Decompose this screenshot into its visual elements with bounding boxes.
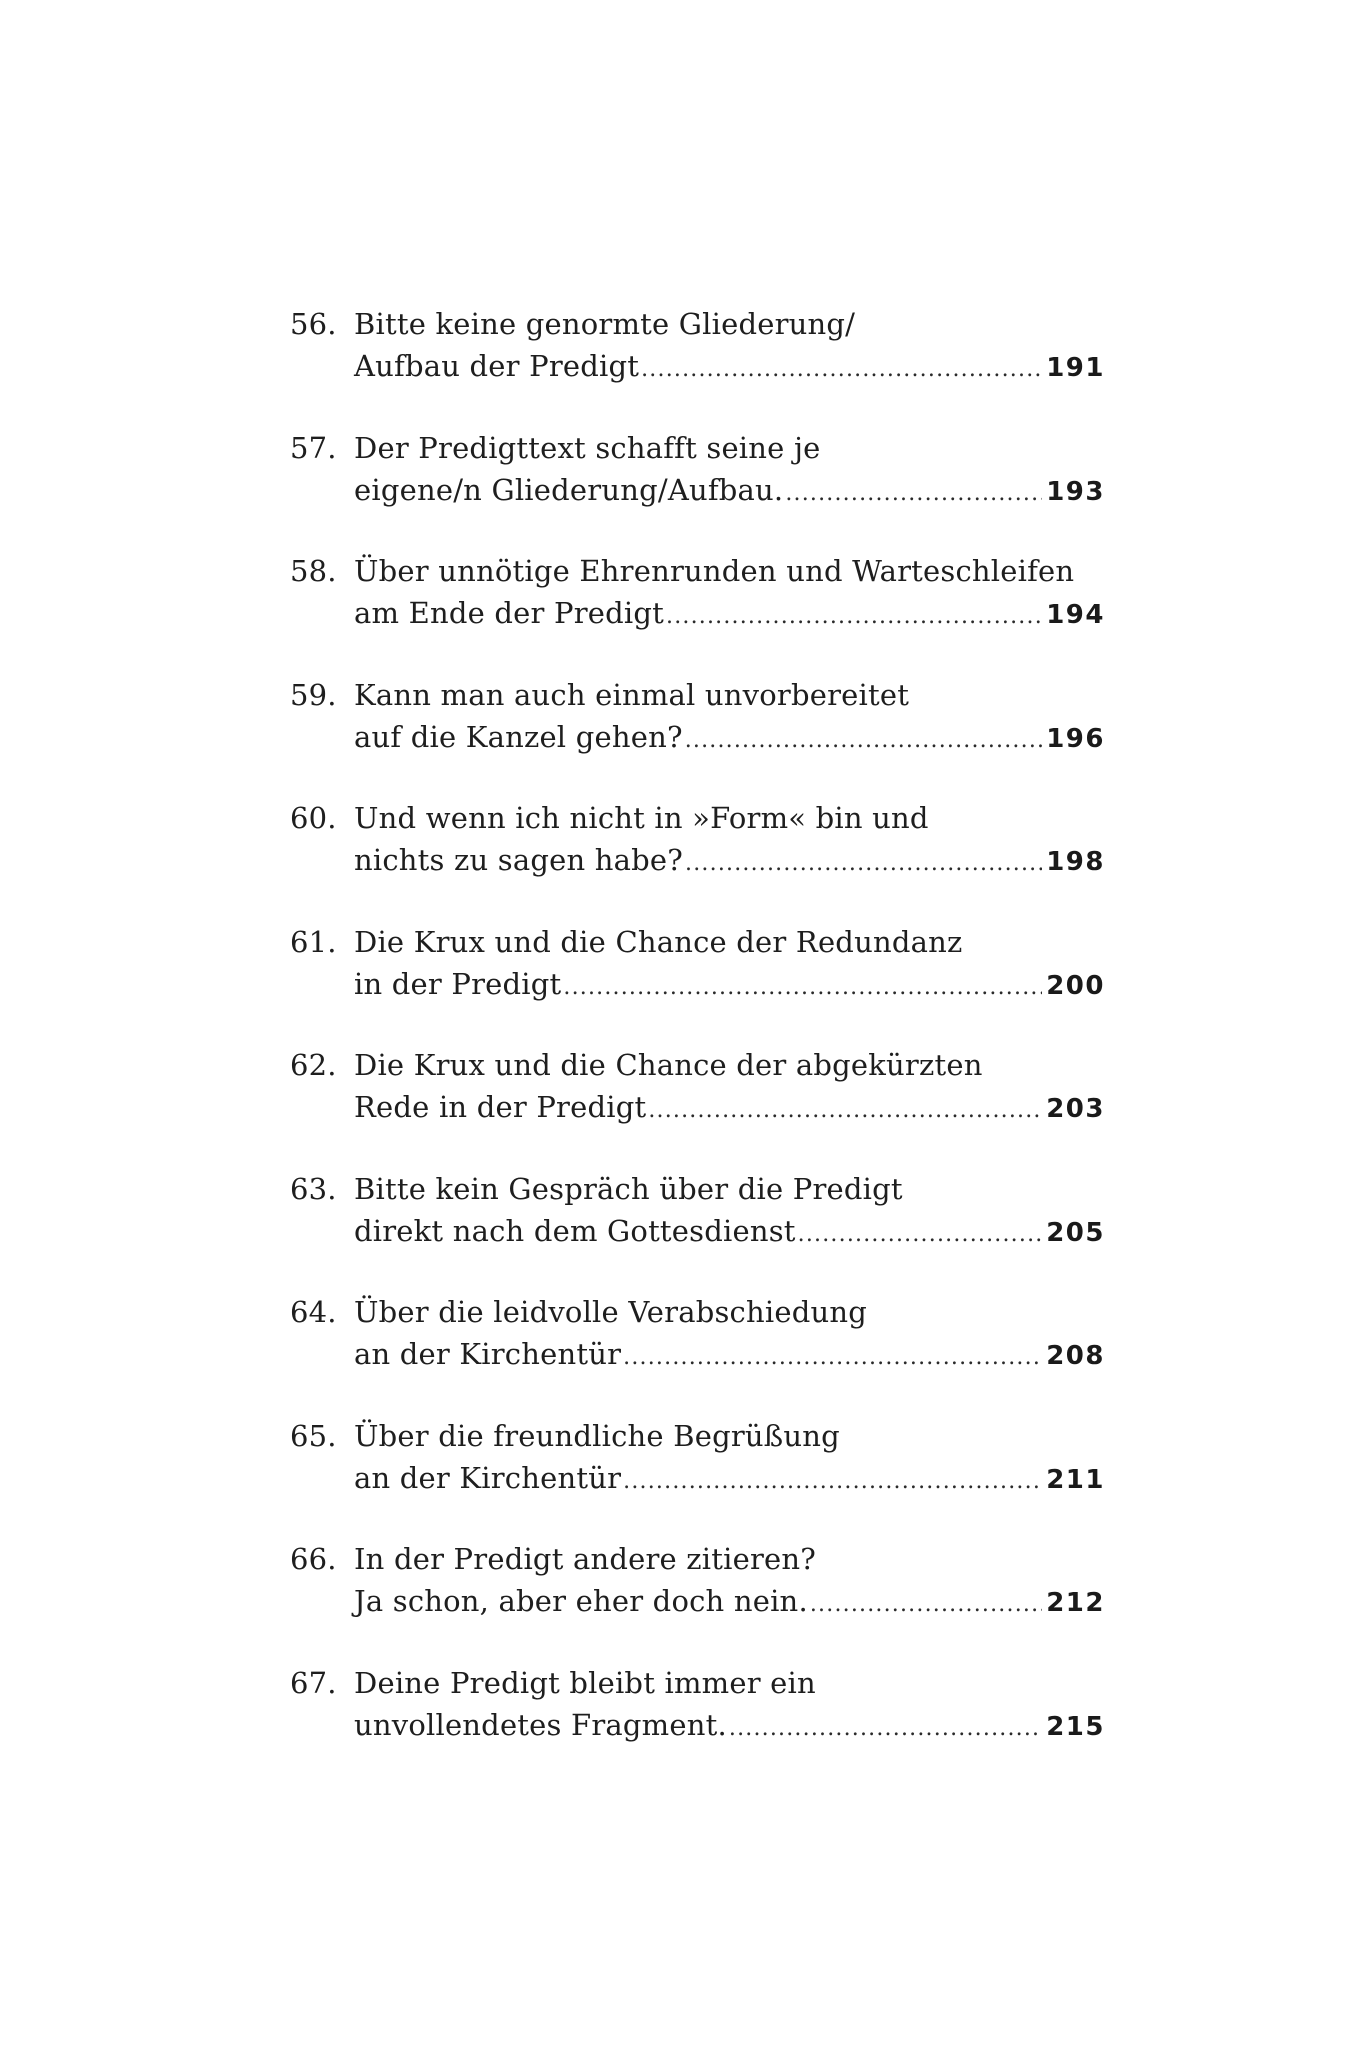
entry-title-line2: Rede in der Predigt <box>354 1090 647 1124</box>
entry-title-line2: Aufbau der Predigt <box>354 349 640 383</box>
dot-leader <box>798 1214 1043 1256</box>
entry-number: 62. <box>290 1048 337 1082</box>
toc-entry[interactable] <box>290 1291 1105 1415</box>
toc-entry[interactable] <box>290 1662 1105 1786</box>
toc-entry[interactable] <box>290 921 1105 1045</box>
entry-page-number: 203 <box>1046 1094 1105 1124</box>
entry-number: 58. <box>290 554 337 588</box>
toc-entry[interactable] <box>290 1168 1105 1292</box>
entry-title-line2-row <box>354 716 1105 762</box>
entry-title-line1: Die Krux und die Chance der abgekürzten <box>354 1048 983 1082</box>
dot-leader <box>623 1461 1042 1503</box>
dot-leader <box>648 1090 1042 1132</box>
entry-title-line1: Der Predigttext schafft seine je <box>354 430 821 465</box>
dot-leader <box>685 843 1042 885</box>
toc-entry[interactable] <box>290 303 1105 427</box>
entry-number: 59. <box>290 677 337 712</box>
entry-title-line1: Deine Predigt bleibt immer ein <box>354 1665 816 1700</box>
entry-title-line1: Bitte keine genormte Gliederung/ <box>354 307 856 341</box>
entry-page-number: 200 <box>1046 970 1105 1001</box>
entry-page-number: 208 <box>1046 1341 1105 1371</box>
entry-page-number: 212 <box>1046 1588 1105 1618</box>
entry-title-line2: auf die Kanzel gehen? <box>354 719 683 754</box>
dot-leader <box>729 1708 1042 1750</box>
entry-number: 67. <box>290 1665 337 1700</box>
toc-entry[interactable] <box>290 1044 1105 1168</box>
entry-number: 66. <box>290 1542 337 1576</box>
entry-title-line2-row <box>354 963 1105 1009</box>
entry-title-line2-row <box>354 1457 1105 1503</box>
dot-leader <box>685 720 1043 762</box>
entry-page-number: 198 <box>1046 847 1105 877</box>
entry-page-number: 211 <box>1046 1464 1105 1495</box>
entry-number: 64. <box>290 1295 337 1329</box>
entry-title-line2-row <box>354 1704 1105 1750</box>
entry-page-number: 205 <box>1046 1217 1105 1248</box>
entry-title-line2-row <box>354 345 1105 391</box>
entry-page-number: 191 <box>1046 353 1105 383</box>
entry-title-line2: an der Kirchentür <box>354 1337 622 1371</box>
entry-title-line1: Über unnötige Ehrenrunden und Warteschleifen <box>354 554 1075 588</box>
toc-entry[interactable] <box>290 674 1105 798</box>
entry-title-line2: nichts zu sagen habe? <box>354 843 684 877</box>
entry-title-line1: Kann man auch einmal unvorbereitet <box>354 677 910 712</box>
toc-entry[interactable] <box>290 550 1105 674</box>
entry-title-line2-row <box>354 1086 1105 1132</box>
entry-title-line2: eigene/n Gliederung/Aufbau. <box>354 472 784 507</box>
dot-leader <box>623 1337 1042 1379</box>
entry-page-number: 215 <box>1046 1711 1105 1742</box>
entry-title-line2: unvollendetes Fragment. <box>354 1707 727 1742</box>
entry-number: 61. <box>290 924 337 959</box>
toc-entry[interactable] <box>290 797 1105 921</box>
entry-title-line2: Ja schon, aber eher doch nein. <box>354 1584 808 1618</box>
entry-number: 60. <box>290 801 337 835</box>
toc-entry[interactable] <box>290 1415 1105 1539</box>
entry-title-line2-row <box>354 1580 1105 1626</box>
entry-title-line1: In der Predigt andere zitieren? <box>354 1542 817 1576</box>
entry-page-number: 193 <box>1046 476 1105 507</box>
entry-title-line2: am Ende der Predigt <box>354 596 664 630</box>
entry-title-line1: Bitte kein Gespräch über die Predigt <box>354 1171 903 1206</box>
entry-title-line2-row <box>354 592 1105 638</box>
dot-leader <box>666 596 1042 638</box>
entry-number: 63. <box>290 1171 337 1206</box>
entry-title-line1: Und wenn ich nicht in »Form« bin und <box>354 801 929 835</box>
entry-title-line1: Über die leidvolle Verabschiedung <box>354 1295 867 1329</box>
entry-title-line2: in der Predigt <box>354 966 562 1001</box>
dot-leader <box>641 349 1042 391</box>
entry-number: 57. <box>290 430 337 465</box>
entry-title-line2: direkt nach dem Gottesdienst <box>354 1213 796 1248</box>
dot-leader <box>810 1584 1042 1626</box>
entry-page-number: 196 <box>1046 723 1105 754</box>
dot-leader <box>785 473 1042 515</box>
entry-title-line2-row <box>354 839 1105 885</box>
entry-number: 56. <box>290 307 337 341</box>
entry-number: 65. <box>290 1418 337 1453</box>
table-of-contents <box>290 303 1105 1785</box>
dot-leader <box>563 967 1042 1009</box>
entry-title-line2-row <box>354 1210 1105 1256</box>
entry-title-line1: Über die freundliche Begrüßung <box>354 1418 840 1453</box>
entry-title-line2-row <box>354 1333 1105 1379</box>
entry-title-line2: an der Kirchentür <box>354 1460 622 1495</box>
entry-title-line1: Die Krux und die Chance der Redundanz <box>354 924 963 959</box>
entry-title-line2-row <box>354 469 1105 515</box>
entry-page-number: 194 <box>1046 600 1105 630</box>
toc-entry[interactable] <box>290 427 1105 551</box>
toc-entry[interactable] <box>290 1538 1105 1662</box>
